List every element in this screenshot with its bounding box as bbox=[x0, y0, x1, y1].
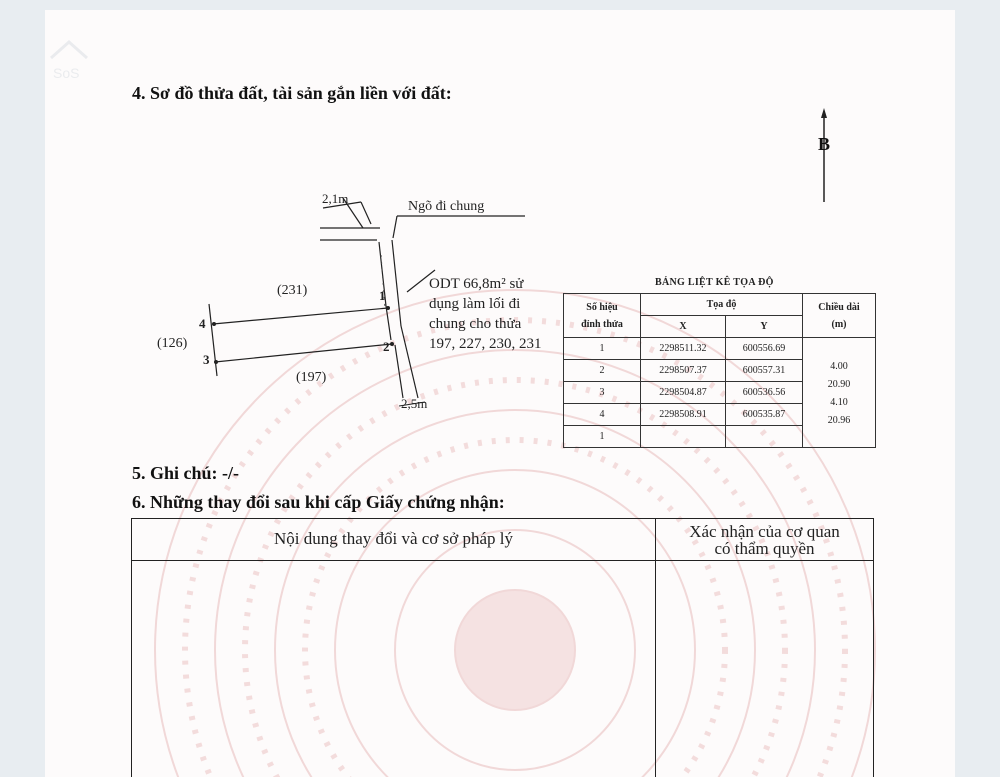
table-row bbox=[564, 338, 876, 360]
changes-col-confirm bbox=[656, 519, 874, 561]
cell-x: 2298511.32 bbox=[641, 338, 726, 360]
coord-col-length-unit: (m) bbox=[831, 318, 847, 330]
cell-x bbox=[641, 426, 726, 448]
section4-title: 4. Sơ đồ thửa đất, tài sản gắn liền với đất: bbox=[132, 83, 452, 103]
road-label: Ngõ đi chung bbox=[408, 199, 485, 214]
cell-point: 4 bbox=[564, 404, 641, 426]
confirm-line-2: có thẩm quyền bbox=[714, 539, 815, 558]
note-line: 197, 227, 230, 231 bbox=[429, 336, 542, 352]
length-1: 4.00 bbox=[830, 361, 848, 372]
coord-col-point-line1: Số hiệu bbox=[586, 301, 618, 313]
coord-table bbox=[563, 293, 876, 448]
certificate-page bbox=[45, 10, 955, 777]
point-2-label: 2 bbox=[383, 339, 390, 354]
coord-col-length-line1: Chiều dài bbox=[818, 301, 860, 313]
cell-point: 1 bbox=[564, 338, 641, 360]
parcel-231-label: (231) bbox=[277, 283, 308, 298]
coord-col-point-line2: đỉnh thửa bbox=[581, 318, 623, 330]
note-line: chung cho thửa bbox=[429, 316, 522, 332]
point-1-label: 1 bbox=[379, 288, 386, 303]
cell-y bbox=[726, 426, 803, 448]
parcel-197-label: (197) bbox=[296, 370, 327, 385]
north-letter: B bbox=[818, 134, 831, 154]
cell-point: 2 bbox=[564, 360, 641, 382]
svg-text:SoS: SoS bbox=[53, 65, 80, 81]
confirm-line-1: Xác nhận của cơ quan bbox=[689, 522, 840, 541]
width-bottom-label: 2,5m bbox=[401, 396, 428, 411]
cell-point: 3 bbox=[564, 382, 641, 404]
parcel-126-label: (126) bbox=[157, 336, 188, 351]
north-arrow-icon bbox=[815, 108, 835, 204]
changes-confirm-cell bbox=[656, 561, 874, 777]
coord-col-coord: Tọa độ bbox=[641, 294, 803, 316]
cell-point: 1 bbox=[564, 426, 641, 448]
coord-col-x: X bbox=[641, 316, 726, 338]
coord-col-y: Y bbox=[726, 316, 803, 338]
note-line: dụng làm lối đi bbox=[429, 296, 521, 312]
cell-y: 600535.87 bbox=[726, 404, 803, 426]
cell-x: 2298507.37 bbox=[641, 360, 726, 382]
section6-title: 6. Những thay đổi sau khi cấp Giấy chứng nhận: bbox=[132, 492, 505, 512]
coord-col-length bbox=[803, 294, 876, 338]
changes-col-content: Nội dung thay đổi và cơ sở pháp lý bbox=[132, 519, 656, 561]
parcel-note bbox=[429, 274, 542, 354]
coord-table-title: BẢNG LIỆT KÊ TỌA ĐỘ bbox=[655, 277, 774, 288]
cell-y: 600556.69 bbox=[726, 338, 803, 360]
cell-x: 2298504.87 bbox=[641, 382, 726, 404]
point-4-label: 4 bbox=[199, 316, 206, 331]
length-4: 20.96 bbox=[827, 415, 851, 426]
cell-lengths bbox=[803, 338, 876, 448]
changes-content-cell bbox=[132, 561, 656, 777]
width-top-label: 2,1m bbox=[322, 191, 349, 206]
length-2: 20.90 bbox=[827, 379, 851, 390]
point-3-label: 3 bbox=[203, 352, 210, 367]
cell-x: 2298508.91 bbox=[641, 404, 726, 426]
coord-col-point bbox=[564, 294, 641, 338]
section5-title: 5. Ghi chú: -/- bbox=[132, 463, 240, 483]
length-3: 4.10 bbox=[830, 397, 848, 408]
cell-y: 600557.31 bbox=[726, 360, 803, 382]
cell-y: 600536.56 bbox=[726, 382, 803, 404]
changes-table bbox=[131, 518, 874, 777]
note-line: ODT 66,8m² sử bbox=[429, 276, 524, 292]
